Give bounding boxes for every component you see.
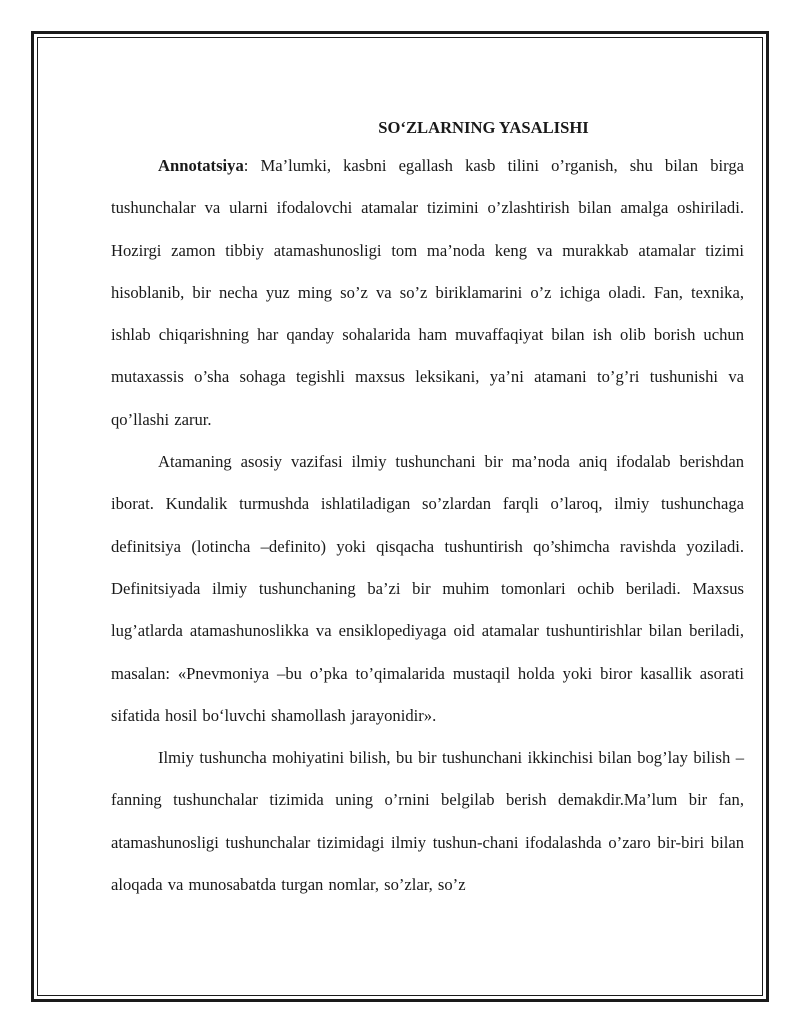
paragraph-term-function: Atamaning asosiy vazifasi ilmiy tushunchani bir ma’noda aniq ifodalab berishdan iborat. Kundalik turmushda ishlatiladigan so’zlardan farqli o’laroq, ilmiy tushunchaga definitsiya (lotincha –definito) yoki qisqacha tushuntirish qo’shimcha ravishda yoziladi. Definitsiyada ilmiy tushunchaning ba’zi bir muhim tomonlari ochib beriladi. Maxsus lug’atlarda atamashunoslikka va ensiklopediyaga oid atamalar tushuntirishlar bilan beriladi, masalan: «Pnevmoniya –bu o’pka to’qimalarida mustaqil holda yoki biror kasallik asorati sifatida hosil bo‘luvchi shamollash jarayonidir». [111,452,744,725]
document-body [111,112,744,906]
paragraph-scientific-concept: Ilmiy tushuncha mohiyatini bilish, bu bir tushunchani ikkinchisi bilan bog’lay bilish –fanning tushunchalar tizimida uning o’rnini belgilab berish demakdir.Ma’lum bir fan, atamashunosligi tushunchalar tizimidagi ilmiy tushun-chani ifodalashda o’zaro bir-biri bilan aloqada va munosabatda turgan nomlar, so’zlar, so’z [111,748,744,895]
paragraph-annotation [111,145,744,441]
document-title: SO‘ZLARNING YASALISHI [378,118,589,137]
paragraph-text: : Ma’lumki, kasbni egallash kasb tilini o’rganish, shu bilan birga tushunchalar va ularni ifodalovchi atamalar tizimini o’zlashtirish bilan amalga oshiriladi. Hozirgi zamon tibbiy atamashunosligi tom ma’noda keng va murakkab atamalar tizimi hisoblanib, bir necha yuz ming so’z va so’z biriklamarini o’z ichiga oladi. Fan, texnika, ishlab chiqarishning har qanday sohalarida ham muvaffaqiyat bilan ish olib borish uchun mutaxassis o’sha sohaga tegishli maxsus leksikani, ya’ni atamani to’g’ri tushunishi va qo’llashi zarur. [111,156,744,429]
annotation-label: Annotatsiya [158,156,244,175]
